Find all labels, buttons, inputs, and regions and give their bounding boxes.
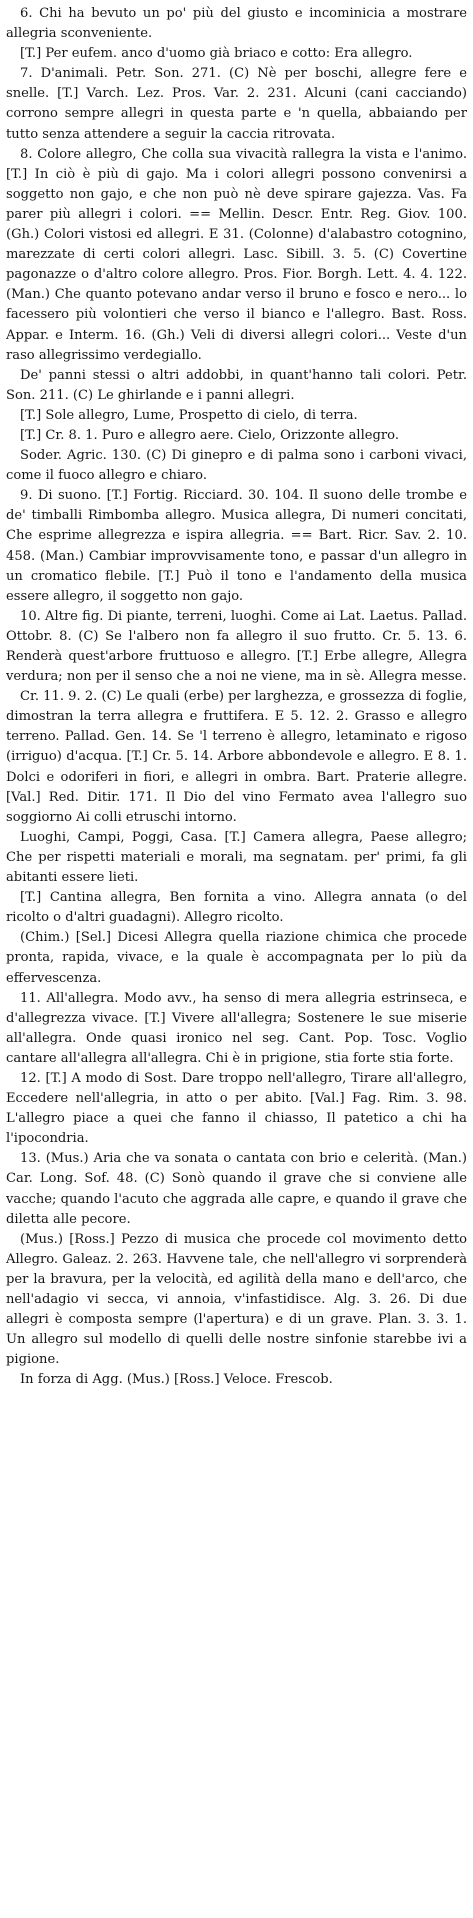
entry-7: 7. D'animali. Petr. Son. 271. (C) Nè per boschi, allegre fere e snelle. [T.] Varch. Lez. Pros. Var. 2. 231. Alcuni (cani cacciando) corrono sempre allegri in questa parte e 'n quella, abbaiando per tutto senza attendere a seguir la caccia ritrovata. [6, 66, 467, 142]
entry-10-cr: Cr. 11. 9. 2. (C) Le quali (erbe) per larghezza, e grossezza di foglie, dimostran la terra allegra e fruttifera. E 5. 12. 2. Grasso e allegro terreno. Pallad. Gen. 14. Se 'l terreno è allegro, letaminato e rigoso (irriguo) d'acqua. [T.] Cr. 5. 14. Arbore abbondevole e allegro. E 8. 1. Dolci e odoriferi in fiori, e allegri in ombra. Bart. Praterie allegre. [Val.] Red. Ditir. 171. Il Dio del vino Fermato avea l'allegro suo soggiorno Ai colli etruschi intorno. [6, 689, 467, 825]
entry-10-cantina: [T.] Cantina allegra, Ben fornita a vino. Allegra annata (o del ricolto o d'altri guadagni). Allegro ricolto. [6, 890, 467, 926]
entry-6: 6. Chi ha bevuto un po' più del giusto e incominicia a mostrare allegria sconveniente. [6, 6, 467, 42]
entry-13: 13. (Mus.) Aria che va sonata o cantata con brio e celerità. (Man.) Car. Long. Sof. 48. (C) Sonò quando il grave che si conviene alle vacche; quando l'acuto che aggrada alle capre, e quando il grave che diletta alle pecore. [6, 1151, 467, 1227]
entry-8-aere: [T.] Cr. 8. 1. Puro e allegro aere. Cielo, Orizzonte allegro. [20, 427, 399, 443]
entry-13-agg: In forza di Agg. (Mus.) [Ross.] Veloce. Frescob. [20, 1372, 333, 1388]
entry-12: 12. [T.] A modo di Sost. Dare troppo nell'allegro, Tirare all'allegro, Eccedere nell'allegria, in atto o per abito. [Val.] Fag. Rim. 3. 98. L'allegro piace a quei che fanno il chiasso, Il patetico a chi ha l'ipocondria. [6, 1070, 467, 1147]
entry-13-mus: (Mus.) [Ross.] Pezzo di musica che procede col movimento detto Allegro. Galeaz. 2. 263. Havvene tale, che nell'allegro vi sorprenderà per la bravura, per la velocità, ed agilità della mano e dell'arco, che nell'adagio vi secca, vi annoia, v'infastidisce. Alg. 3. 26. Di due allegri è composta sempre (l'apertura) e di un grave. Plan. 3. 3. 1. Un allegro sul modello di quelli delle nostre sinfonie starebbe ivi a pigione. [6, 1231, 467, 1368]
entry-10-luoghi: Luoghi, Campi, Poggi, Casa. [T.] Camera allegra, Paese allegro; Che per rispetti materiali e morali, ma segnatam. per' primi, fa gli abitanti essere lieti. [6, 829, 467, 886]
entry-6-note: [T.] Per eufem. anco d'uomo già briaco e cotto: Era allegro. [20, 46, 413, 62]
entry-8-panni: De' panni stessi o altri addobbi, in quant'hanno tali colori. Petr. Son. 211. (C) Le ghirlande e i panni allegri. [6, 367, 467, 403]
entry-8: 8. Colore allegro, Che colla sua vivacità rallegra la vista e l'animo. [T.] In ciò è più di gajo. Ma i colori allegri possono convenirsi a soggetto non gajo, e che non può nè deve spirare gajezza. Vas. Fa parer più allegri i colori. == Mellin. Descr. Entr. Reg. Giov. 100. (Gh.) Colori vistosi ed allegri. E 31. (Colonne) d'alabastro cotognino, marezzate di certi colori allegri. Lasc. Sibill. 3. 5. (C) Covertine pagonazze o d'altro colore allegro. Pros. Fior. Borgh. Lett. 4. 4. 122. (Man.) Che quanto potevano andar verso il bruno e fosco e nero... lo facessero più volontieri che verso il bianco e l'allegro. Bast. Ross. Appar. e Interm. 16. (Gh.) Veli di diversi allegri colori... Veste d'un raso allegrissimo verdegiallo. [6, 146, 467, 363]
entry-8-sole: [T.] Sole allegro, Lume, Prospetto di cielo, di terra. [20, 407, 358, 423]
entry-10-chim: (Chim.) [Sel.] Dicesi Allegra quella riazione chimica che procede pronta, rapida, vivace, e la quale è accompagnata per lo più da effervescenza. [6, 930, 467, 986]
entry-9: 9. Di suono. [T.] Fortig. Ricciard. 30. 104. Il suono delle trombe e de' timballi Rimbomba allegro. Musica allegra, Di numeri concitati, Che esprime allegrezza e ispira allegria. == Bart. Ricr. Sav. 2. 10. 458. (Man.) Cambiar improvvisamente tono, e passar d'un allegro in un cromatico flebile. [T.] Può il tono e l'andamento della musica essere allegro, il soggetto non gajo. [6, 488, 467, 604]
entry-11: 11. All'allegra. Modo avv., ha senso di mera allegria estrinseca, e d'allegrezza vivace. [T.] Vivere all'allegra; Sostenere le sue miserie all'allegra. Onde quasi ironico nel seg. Cant. Pop. Tosc. Voglio cantare all'allegra all'allegra. Chi è in prigione, stia forte stia forte. [6, 990, 467, 1066]
entry-10: 10. Altre fig. Di piante, terreni, luoghi. Come ai Lat. Laetus. Pallad. Ottobr. 8. (C) Se l'albero non fa allegro il suo frutto. Cr. 5. 13. 6. Renderà quest'arbore fruttuoso e allegro. [T.] Erbe allegre, Allegra verdura; non per il senso che a noi ne viene, ma in sè. Allegra messe. [6, 608, 467, 685]
entry-8-soder: Soder. Agric. 130. (C) Di ginepro e di palma sono i carboni vivaci, come il fuoco allegro e chiaro. [6, 448, 467, 484]
